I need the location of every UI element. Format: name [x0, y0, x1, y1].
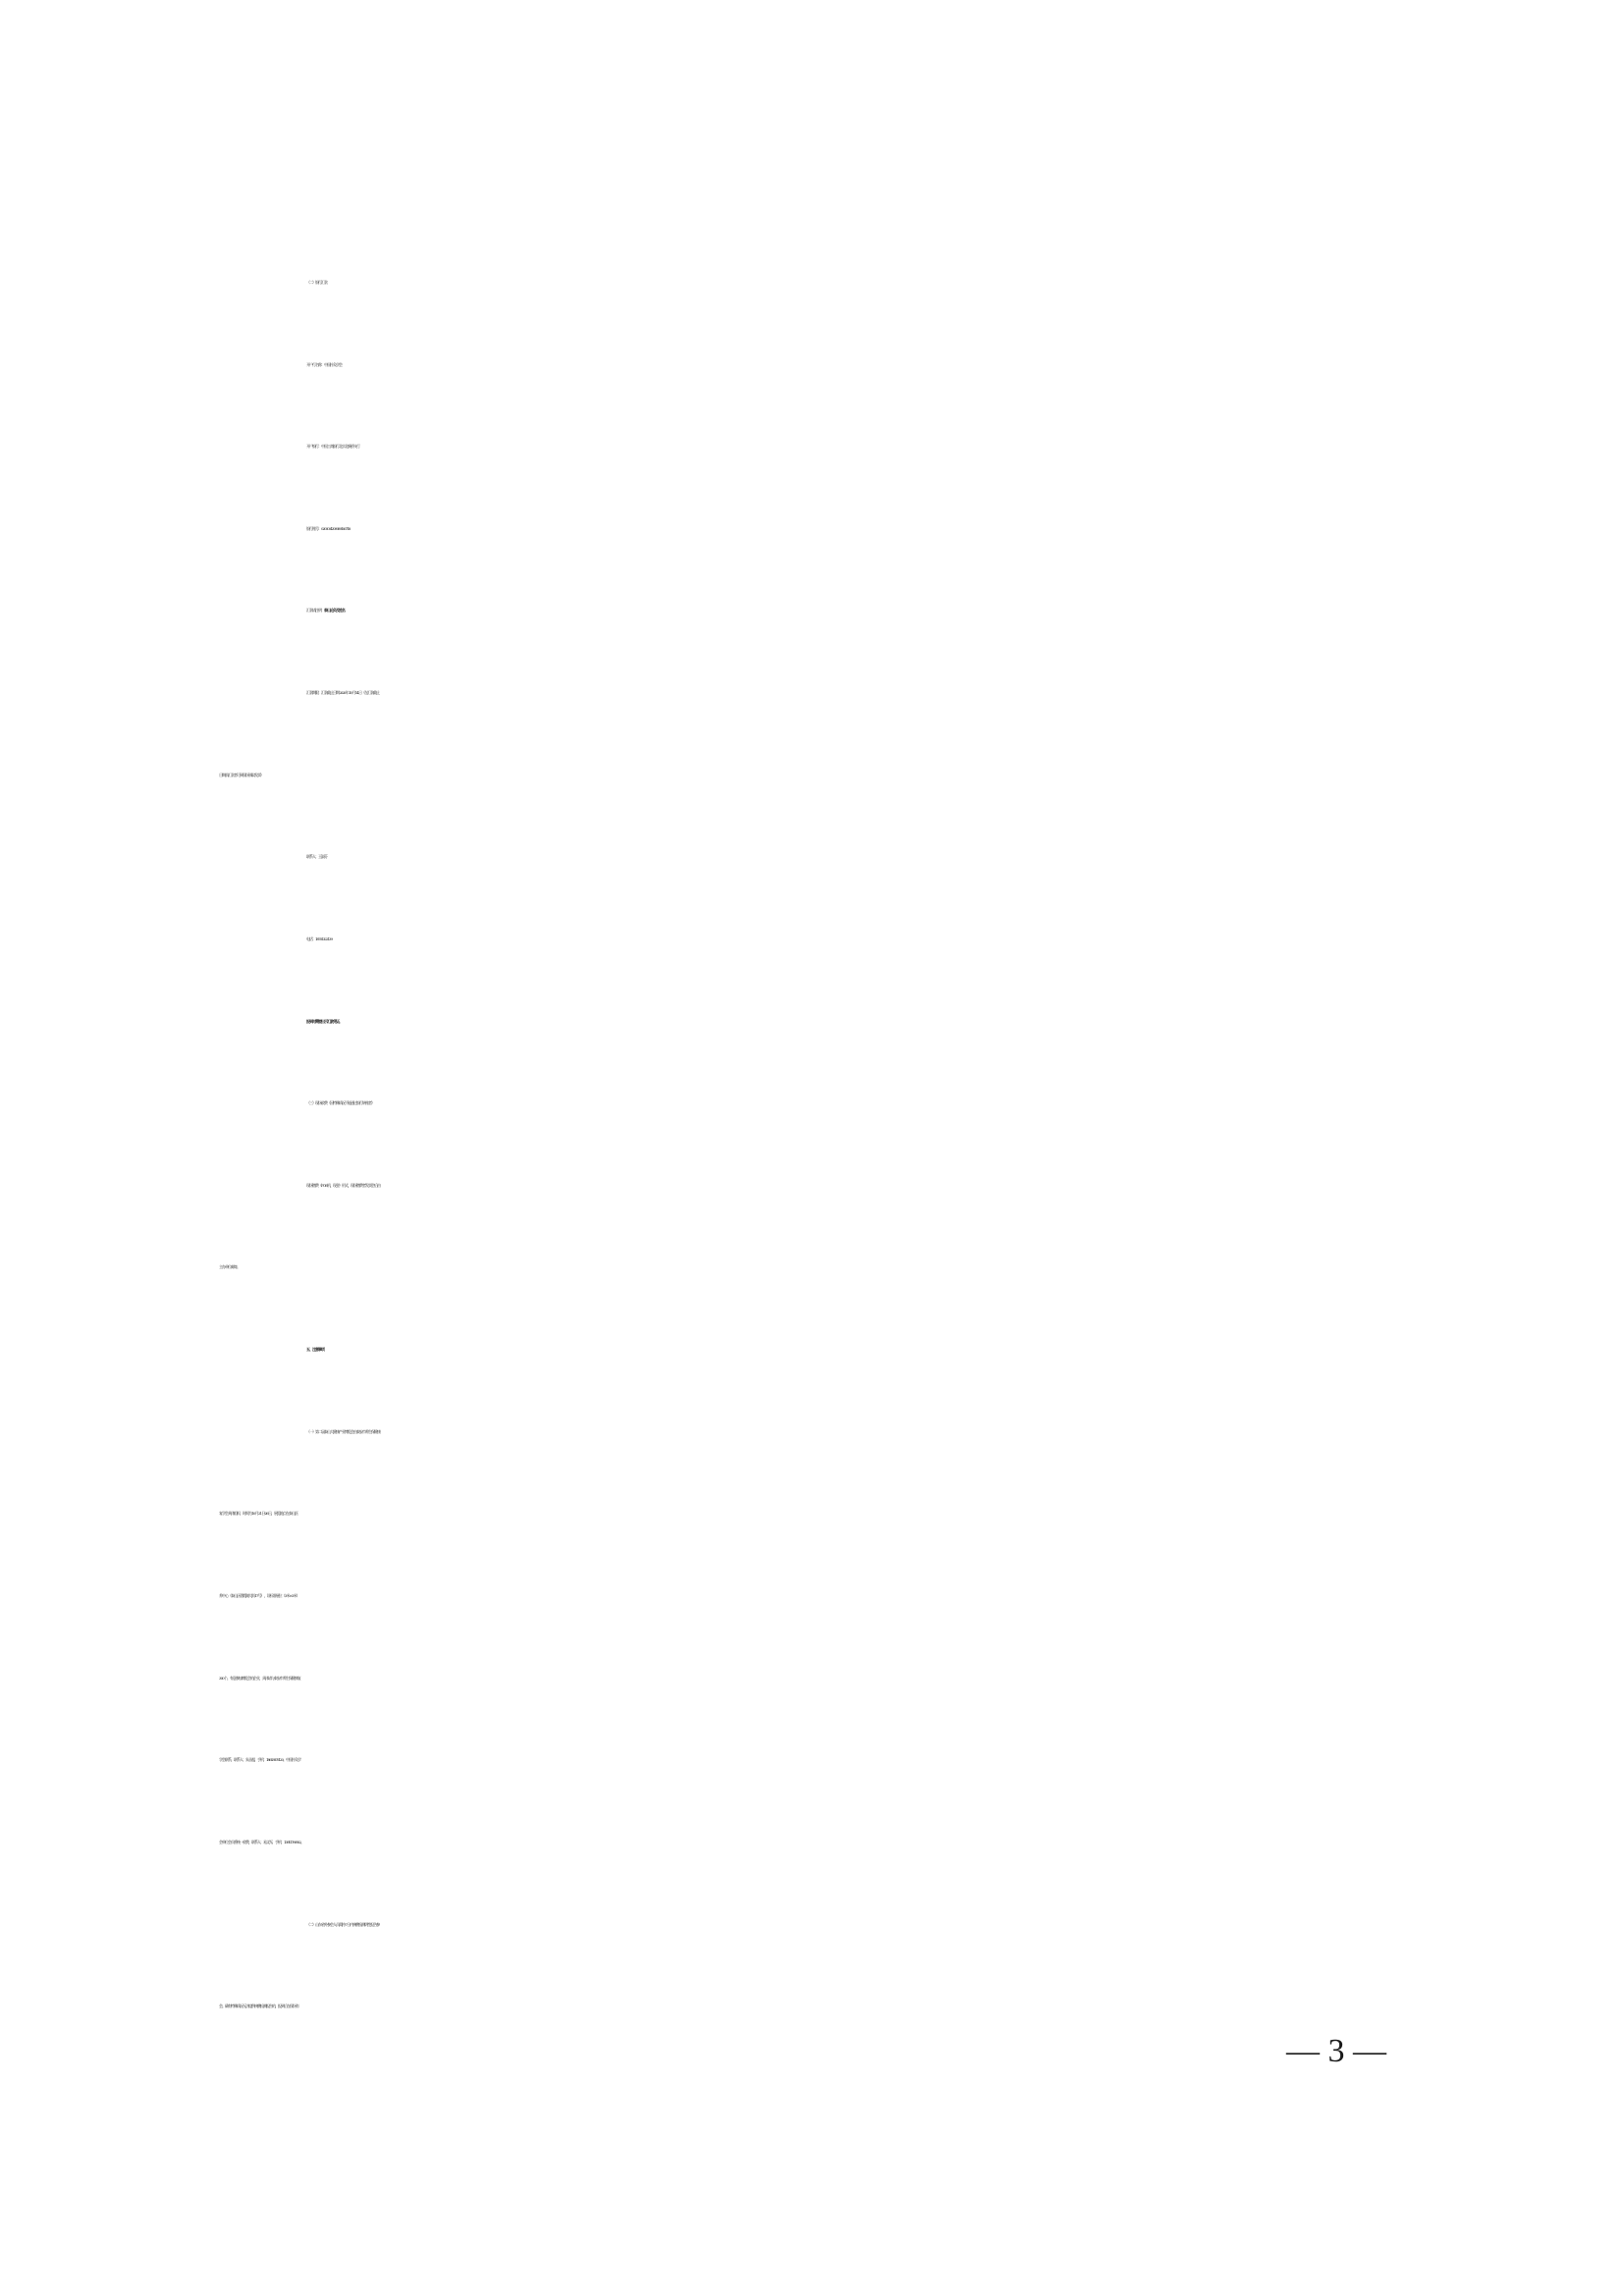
notes-paragraph-1-line-2: 复学会具体组织，时间为 10 月 21 日-26 日，展览地点在泰山医: [219, 1511, 298, 1516]
phone-line: 电话：18701322139: [306, 936, 332, 941]
remittance-note-line: [306, 581, 1624, 640]
notes-paragraph-1-line-6: 会单位会员将统一收费，联系人：易文军，手机：13911789502。: [219, 1840, 303, 1844]
notes-paragraph-1-line-5: 学会联系，联系人：朱圣超，手机：18653870120。中国针灸学: [219, 1757, 300, 1762]
section-heading-notes: 五、注意事项: [306, 1347, 324, 1352]
onsite-payment-continuation: 主办单位邮寄。: [219, 1264, 240, 1269]
remittance-deadline-continuation: 日期前汇款者可到现场领取发票）: [219, 773, 263, 777]
notes-paragraph-1-line-3: 养中心（泰山区碧霞湖大街 17 号），设标准展位（3 米×3 米）: [219, 1593, 299, 1598]
remittance-note-value: 泰山论灸及姓名: [324, 608, 345, 613]
section-heading-bank-transfer: （二）银行汇款: [306, 280, 327, 285]
page-number: — 3 —: [1286, 2033, 1386, 2069]
remittance-proof-note: 报到时需要出示汇款凭证。: [306, 1019, 342, 1024]
remittance-deadline-line: 汇款期限：汇款截止日期 2020 年 10 月 14 日（在汇款截止: [306, 690, 379, 695]
notes-paragraph-1-line-1: （一）第二届泰山大健康产业博览会由泰安市养生保健康: [306, 1429, 380, 1434]
notes-paragraph-2-line-1: （二）山东省外参会人员需持 7 日内核酸检测阴性报告参: [306, 1922, 380, 1927]
account-number-line: 银行账号：0200004309089106718: [306, 526, 351, 531]
notes-paragraph-1-line-4: 300 个。有意参加博览会的企业，具体请与泰安市养生保健康复: [219, 1676, 300, 1681]
bank-name-line: 开户银行：中国工商银行北京北新桥支行: [306, 444, 359, 449]
section-heading-onsite-payment: （三）现场收费（因特殊情况不能通过银行转账者）: [306, 1100, 374, 1105]
remittance-note-label: 汇款请注明：: [306, 608, 324, 613]
account-name-line: 开户行名称：中国针灸学会: [306, 362, 342, 367]
contact-person-line: 联系人：王淑芬: [306, 854, 327, 859]
notes-paragraph-2-line-2: 会。确有特殊情况无法提供核酸检测报告的，报到后在现场有: [219, 2003, 298, 2008]
onsite-payment-paragraph: 现场缴费（POS 机、现金）形式，现场缴费者发票会后由: [306, 1183, 380, 1188]
